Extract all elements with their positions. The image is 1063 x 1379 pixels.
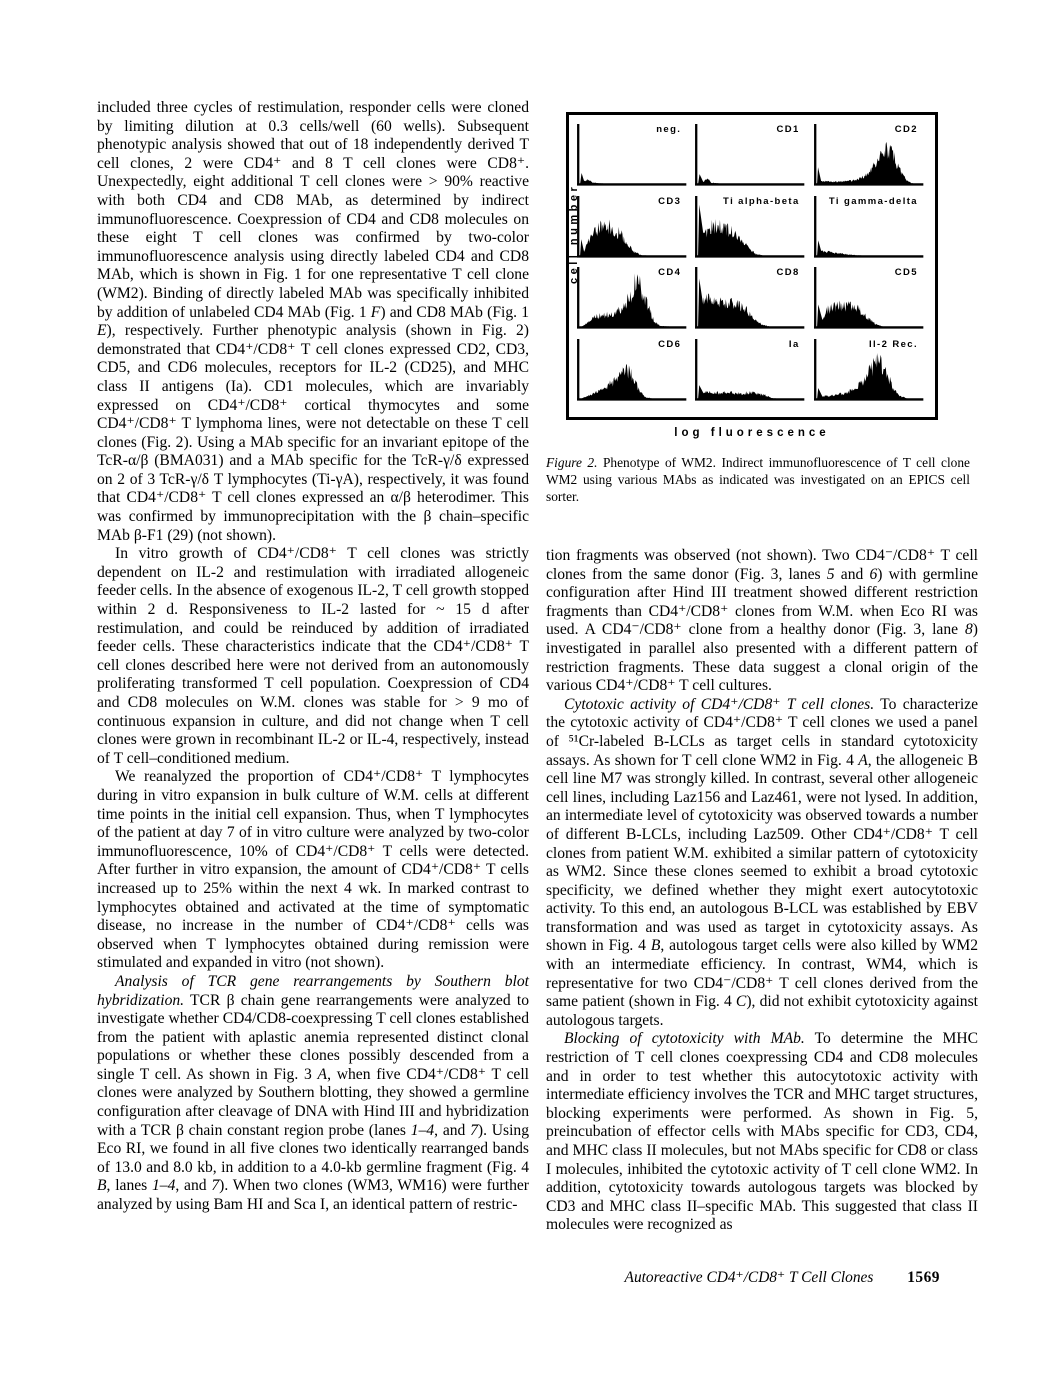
page-footer bbox=[546, 1268, 940, 1287]
text-run: TCR β chain gene rearrangements were analyzed to investigate whether CD4/CD8-coexpressing T cell clones established from the patient with aplastic anemia represented distinct clonal populations or whether these clones possibly descended from a single T cell. As shown in Fig. 3 bbox=[97, 991, 529, 1083]
panel-label: CD8 bbox=[776, 267, 800, 278]
text-run: , autologous target cells were also killed by WM2 with an intermediate efficiency. In contrast, WM4, which is representative for two CD4⁻/CD8⁺ T cell clones derived from the same patient (shown in Fig. 4 bbox=[546, 937, 978, 1011]
histogram-panel-cd8 bbox=[692, 265, 806, 334]
italic-text-run: 1–4 bbox=[152, 1177, 176, 1195]
text-column-right bbox=[546, 99, 978, 1235]
histogram-panel-ia bbox=[692, 337, 806, 406]
italic-text-run: 8 bbox=[965, 621, 973, 639]
italic-text-run: 1–4 bbox=[410, 1121, 435, 1139]
paragraph bbox=[546, 1030, 978, 1235]
text-run: , lanes bbox=[106, 1177, 152, 1195]
italic-text-run: 7 bbox=[470, 1121, 478, 1139]
panel-label: CD1 bbox=[776, 124, 800, 135]
panel-label: Ti alpha-beta bbox=[723, 195, 800, 207]
italic-text-run: Blocking of cytotoxicity with MAb. bbox=[564, 1030, 805, 1048]
italic-text-run: B bbox=[97, 1177, 107, 1195]
histogram-panel-cd3 bbox=[574, 194, 688, 263]
paragraph bbox=[97, 99, 529, 545]
figure-2 bbox=[546, 112, 978, 505]
histogram-panel-cd2 bbox=[811, 122, 925, 191]
histogram-panel-cd4 bbox=[574, 265, 688, 334]
panel-label: CD5 bbox=[894, 267, 918, 278]
italic-text-run: B bbox=[650, 937, 661, 955]
histogram-panel-ti-alpha-beta bbox=[692, 194, 806, 263]
panel-label: CD3 bbox=[658, 195, 682, 207]
text-run: , and bbox=[175, 1177, 212, 1195]
text-run: ) with germline configuration after Hind III treatment showed different restriction fragments than CD4⁺/CD8⁺ clones from W.M. when Eco RI was used. A CD4⁻/CD8⁺ clone from a healthy donor (Fig. 3, lane bbox=[546, 565, 979, 639]
italic-text-run: C bbox=[735, 993, 747, 1011]
figure-caption bbox=[546, 454, 970, 505]
text-run: ) and CD8 MAb (Fig. 1 bbox=[380, 303, 529, 321]
text-run: ), did not exhibit cytotoxicity against autologous targets. bbox=[546, 993, 978, 1029]
text-run: and bbox=[834, 565, 870, 583]
italic-text-run: Figure 2. bbox=[546, 455, 598, 470]
italic-text-run: 7 bbox=[211, 1177, 220, 1195]
panel-label: Ti gamma-delta bbox=[828, 195, 918, 207]
text-run: ) investigated in parallel also presented with a different pattern of restriction fragments. These data suggest a clonal origin of the various CD4⁺/CD8⁺ T cell cultures. bbox=[546, 621, 978, 695]
text-run: , and bbox=[434, 1121, 471, 1139]
histogram-panel-cd5 bbox=[811, 265, 925, 334]
text-column-left bbox=[97, 99, 529, 1215]
italic-text-run: E bbox=[97, 322, 107, 340]
panel-label: CD4 bbox=[658, 267, 682, 278]
panel-label: Ia bbox=[788, 338, 800, 350]
panel-label: neg. bbox=[656, 124, 682, 135]
paragraph bbox=[546, 547, 978, 696]
figure-2-panel-grid bbox=[566, 112, 938, 420]
italic-text-run: A bbox=[317, 1065, 328, 1083]
histogram-panel-ti-gamma-delta bbox=[811, 194, 925, 263]
figure-y-axis-label: cell number bbox=[568, 184, 581, 285]
histogram-panel-cd1 bbox=[692, 122, 806, 191]
figure-x-axis-label: log fluorescence bbox=[674, 427, 830, 439]
italic-text-run: Analysis of TCR gene rearrangements by Southern blot hybridization. bbox=[97, 972, 529, 1009]
text-run: , when five CD4⁺/CD8⁺ T cell clones were analyzed by Southern blotting, they showed a germline configuration after cleavage of DNA with Hind III and hybridization with a TCR β chain constant region probe (lanes bbox=[97, 1065, 529, 1139]
text-run: Phenotype of WM2. Indirect immunofluorescence of T cell clone WM2 using various MAbs as indicated was investigated on an EPICS cell sorter. bbox=[546, 455, 970, 504]
histogram-panel-cd6 bbox=[574, 337, 688, 406]
histogram-panel-il-2-rec- bbox=[811, 337, 925, 406]
text-run: We reanalyzed the proportion of CD4⁺/CD8⁺ T lymphocytes during in vitro expansion in bulk culture of W.M. cells at different time points in the initial cell expansion. Thus, when T lymphocytes of the patient at day 7 of in vitro culture were analyzed by two-color immunofluorescence, 10% of CD4⁺/CD8⁺ T cells were detected. After further in vitro expansion, the amount of CD4⁺/CD8⁺ T cells increased up to 25% within the next 4 wk. In marked contrast to lymphocytes obtained and activated at the time of symptomatic disease, no increase in the number of CD4⁺/CD8⁺ cells was observed when T lymphocytes obtained during remission were stimulated and expanded in vitro (not shown). bbox=[97, 768, 529, 972]
text-run: To characterize the cytotoxic activity of CD4⁺/CD8⁺ T cell clones we used a panel of ⁵¹Cr-labeled B-LCLs as target cells in standard cytotoxicity assays. As shown for T cell clone WM2 in Fig. 4 bbox=[546, 695, 978, 769]
page-number: 1569 bbox=[907, 1269, 940, 1286]
text-run: ), respectively. Further phenotypic analysis (shown in Fig. 2) demonstrated that CD4⁺/CD8⁺ T cell clones expressed CD2, CD3, CD5, and CD6 molecules, receptors for IL-2 (CD25), and MHC class II antigens (Ia). CD1 molecules, which are invariably expressed on CD4⁺/CD8⁺ cortical thymocytes and some CD4⁺/CD8⁺ T lymphoma lines, were not detectable on these T cell clones (Fig. 2). Using a MAb specific for an invariant epitope of the TcR-α/β (BMA031) and a MAb specific for the TcR-γ/δ expressed on 2 of 3 TcR-γ/δ T lymphocytes (Ti-γA), respectively, it was found that CD4⁺/CD8⁺ T cell clones expressed an α/β heterodimer. This was confirmed by immunoprecipitation with the β chain–specific MAb β-F1 (29) (not shown). bbox=[97, 322, 529, 544]
paragraph bbox=[546, 696, 978, 1031]
panel-label: CD2 bbox=[894, 124, 918, 135]
paragraph bbox=[97, 545, 529, 768]
text-run: tion fragments was observed (not shown). Two CD4⁻/CD8⁺ T cell clones from the same donor (Fig. 3, lanes bbox=[546, 547, 978, 583]
running-footer-title: Autoreactive CD4⁺/CD8⁺ T Cell Clones bbox=[624, 1269, 874, 1286]
panel-label: CD6 bbox=[658, 338, 682, 350]
text-run: ). When two clones (WM3, WM16) were further analyzed by using Bam HI and Sca I, an identical pattern of restric- bbox=[97, 1177, 529, 1214]
italic-text-run: F bbox=[370, 303, 381, 321]
histogram-panel-neg- bbox=[574, 122, 688, 191]
italic-text-run: 5 bbox=[826, 565, 835, 583]
text-run: In vitro growth of CD4⁺/CD8⁺ T cell clones was strictly dependent on IL-2 and restimulation with irradiated allogeneic feeder cells. In the absence of exogenous IL-2, T cell growth stopped within 2 d. Responsiveness to IL-2 lasted for ~ 15 d after restimulation, and could be reinduced by addition of irradiated feeder cells. These characteristics indicate that the CD4⁺/CD8⁺ T cell clones described here were not derived from an autonomously proliferating transformed T cell population. Coexpression of CD4 and CD8 molecules on W.M. clones was stable for > 9 mo of continuous expansion in culture, and did not change when T cell clones were grown in recombinant IL-2 or IL-4, respectively, instead of T cell–conditioned medium. bbox=[97, 545, 529, 767]
figure-2-chart bbox=[566, 112, 938, 420]
italic-text-run: 6 bbox=[869, 565, 878, 583]
text-run: ). Using Eco RI, we found in all five clones two identically rearranged bands of 13.0 and 8.0 kb, in addition to a 4.0-kb germline fragment (Fig. 4 bbox=[97, 1121, 529, 1176]
right-column-body-text bbox=[546, 547, 978, 1235]
paragraph bbox=[97, 973, 529, 1215]
text-run: To determine the MHC restriction of T cell clones coexpressing CD4 and CD8 molecules and in order to test whether this autocytotoxic activity with intermediate efficiency involves the TCR and MHC target structures, blocking experiments were performed. As shown in Fig. 5, preincubation of effector cells with MAbs specific for CD3, CD4, and MHC class II molecules, but not MAbs specific for CD8 or class I molecules, inhibited the cytotoxic activity of T cell clone WM2. In addition, cytotoxicity towards autologous targets was blocked by CD3 and MHC class II–specific MAb. This suggested that class II molecules were recognized as bbox=[546, 1030, 978, 1234]
italic-text-run: A bbox=[858, 751, 868, 769]
text-run: , the allogeneic B cell line M7 was strongly killed. In contrast, several other allogeneic cell lines, including Laz156 and Laz461, were not lysed. In addition, an intermediate level of cytotoxicity was observed towards a number of different B-LCLs, including Laz509. Other CD4⁺/CD8⁺ T cell clones from patient W.M. exhibited a similar pattern of cytotoxicity as WM2. Since these clones seemed to exhibit a broad cytotoxic specificity, we defined whether they might exert autocytotoxic activity. To this end, an autologous B-LCL was established by EBV transformation and was used as target in cytotoxicity assays. As shown in Fig. 4 bbox=[546, 751, 978, 955]
panel-label: Il-2 Rec. bbox=[868, 338, 918, 350]
italic-text-run: Cytotoxic activity of CD4⁺/CD8⁺ T cell clones. bbox=[564, 695, 875, 713]
paragraph bbox=[97, 768, 529, 973]
text-run: included three cycles of restimulation, responder cells were cloned by limiting dilution at 0.3 cells/well (60 wells). Subsequent phenotypic analysis showed that out of 18 independently derived T cell clones, 2 were CD4⁺ and 8 T cell clones were CD8⁺. Unexpectedly, eight additional T cell clones were > 90% reactive with both CD4 and CD8 MAb, as determined by indirect immunofluorescence. Coexpression of CD4 and CD8 molecules on these eight T cell clones was confirmed by two-color immunofluorescence analysis using directly labeled CD4 and CD8 MAb, which is shown in Fig. 1 for one representative T cell clone (WM2). Binding of directly labeled MAb was specifically inhibited by addition of unlabeled CD4 MAb (Fig. 1 bbox=[97, 99, 529, 321]
